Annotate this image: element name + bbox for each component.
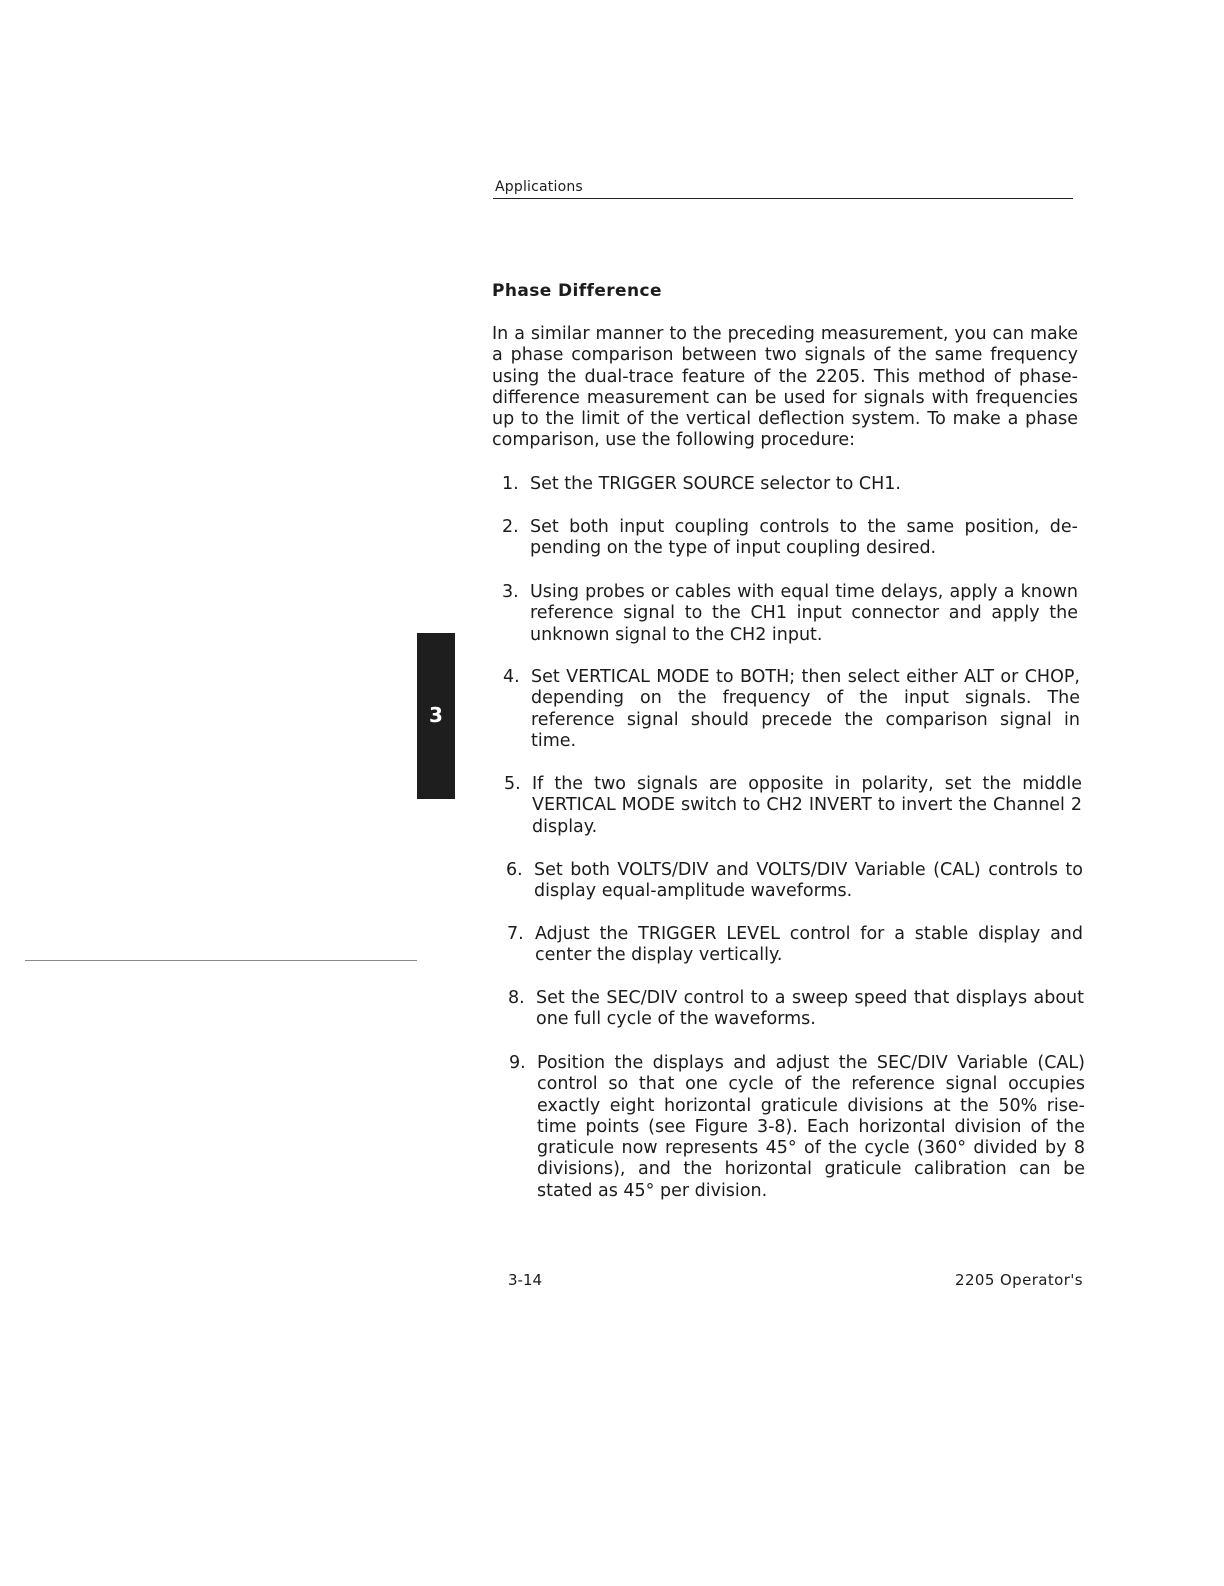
step-text: Set the TRIGGER SOURCE selector to CH1. xyxy=(530,474,901,494)
list-item xyxy=(502,474,1090,495)
step-text: If the two signals are opposite in polarity, set the middle VERTICAL MODE switch to CH2 INVERT to invert the Channel 2 display. xyxy=(532,774,1082,837)
list-item xyxy=(508,988,1084,1031)
list-item xyxy=(504,774,1082,838)
list-item xyxy=(502,582,1078,646)
step-number: 6. xyxy=(506,860,523,880)
margin-rule xyxy=(25,960,417,961)
step-text: Using probes or cables with equal time delays, apply a known reference signal to the CH1 input connector and apply the unknown signal to the CH2 input. xyxy=(530,582,1078,645)
section-tab xyxy=(417,633,455,799)
page-number: 3-14 xyxy=(508,1271,543,1289)
list-item xyxy=(502,517,1078,560)
list-item xyxy=(503,667,1080,752)
list-item xyxy=(507,924,1083,967)
step-text: Adjust the TRIGGER LEVEL control for a stable display and center the display vertically. xyxy=(535,924,1083,966)
list-item xyxy=(509,1053,1085,1202)
step-number: 4. xyxy=(503,667,520,687)
list-item xyxy=(506,860,1083,903)
intro-paragraph: In a similar manner to the preceding measurement, you can make a phase comparison between two signals of the same frequency using the dual-trace feature of the 2205. This method of phase-difference measurement can be used for signals with frequencies up to the limit of the vertical deflection system. To make a phase comparison, use the following procedure: xyxy=(492,324,1078,451)
section-tab-label: 3 xyxy=(429,703,443,727)
section-title: Phase Difference xyxy=(492,281,662,301)
step-number: 5. xyxy=(504,774,521,794)
step-number: 1. xyxy=(502,474,519,494)
step-text: Set both VOLTS/DIV and VOLTS/DIV Variable (CAL) controls to display equal-amplitude waveforms. xyxy=(534,860,1083,902)
step-text: Position the displays and adjust the SEC/DIV Variable (CAL) control so that one cycle of the reference signal occupies exactly eight horizontal graticule divisions at the 50% rise-time points (see Figure 3-8). Each horizontal division of the graticule now represents 45° of the cycle (360° divided by 8 divisions), and the horizontal graticule calibration can be stated as 45° per division. xyxy=(537,1053,1085,1201)
running-header xyxy=(493,178,1073,199)
step-text: Set both input coupling controls to the same position, depending on the type of input coupling desired. xyxy=(530,517,1078,559)
step-number: 8. xyxy=(508,988,525,1008)
step-number: 7. xyxy=(507,924,524,944)
step-number: 9. xyxy=(509,1053,526,1073)
step-number: 3. xyxy=(502,582,519,602)
header-title: Applications xyxy=(495,179,583,195)
step-text: Set VERTICAL MODE to BOTH; then select either ALT or CHOP, depending on the frequency of the input signals. The reference signal should precede the comparison signal in time. xyxy=(531,667,1080,751)
step-number: 2. xyxy=(502,517,519,537)
manual-title: 2205 Operator's xyxy=(955,1271,1084,1289)
step-text: Set the SEC/DIV control to a sweep speed that displays about one full cycle of the waveforms. xyxy=(536,988,1084,1030)
